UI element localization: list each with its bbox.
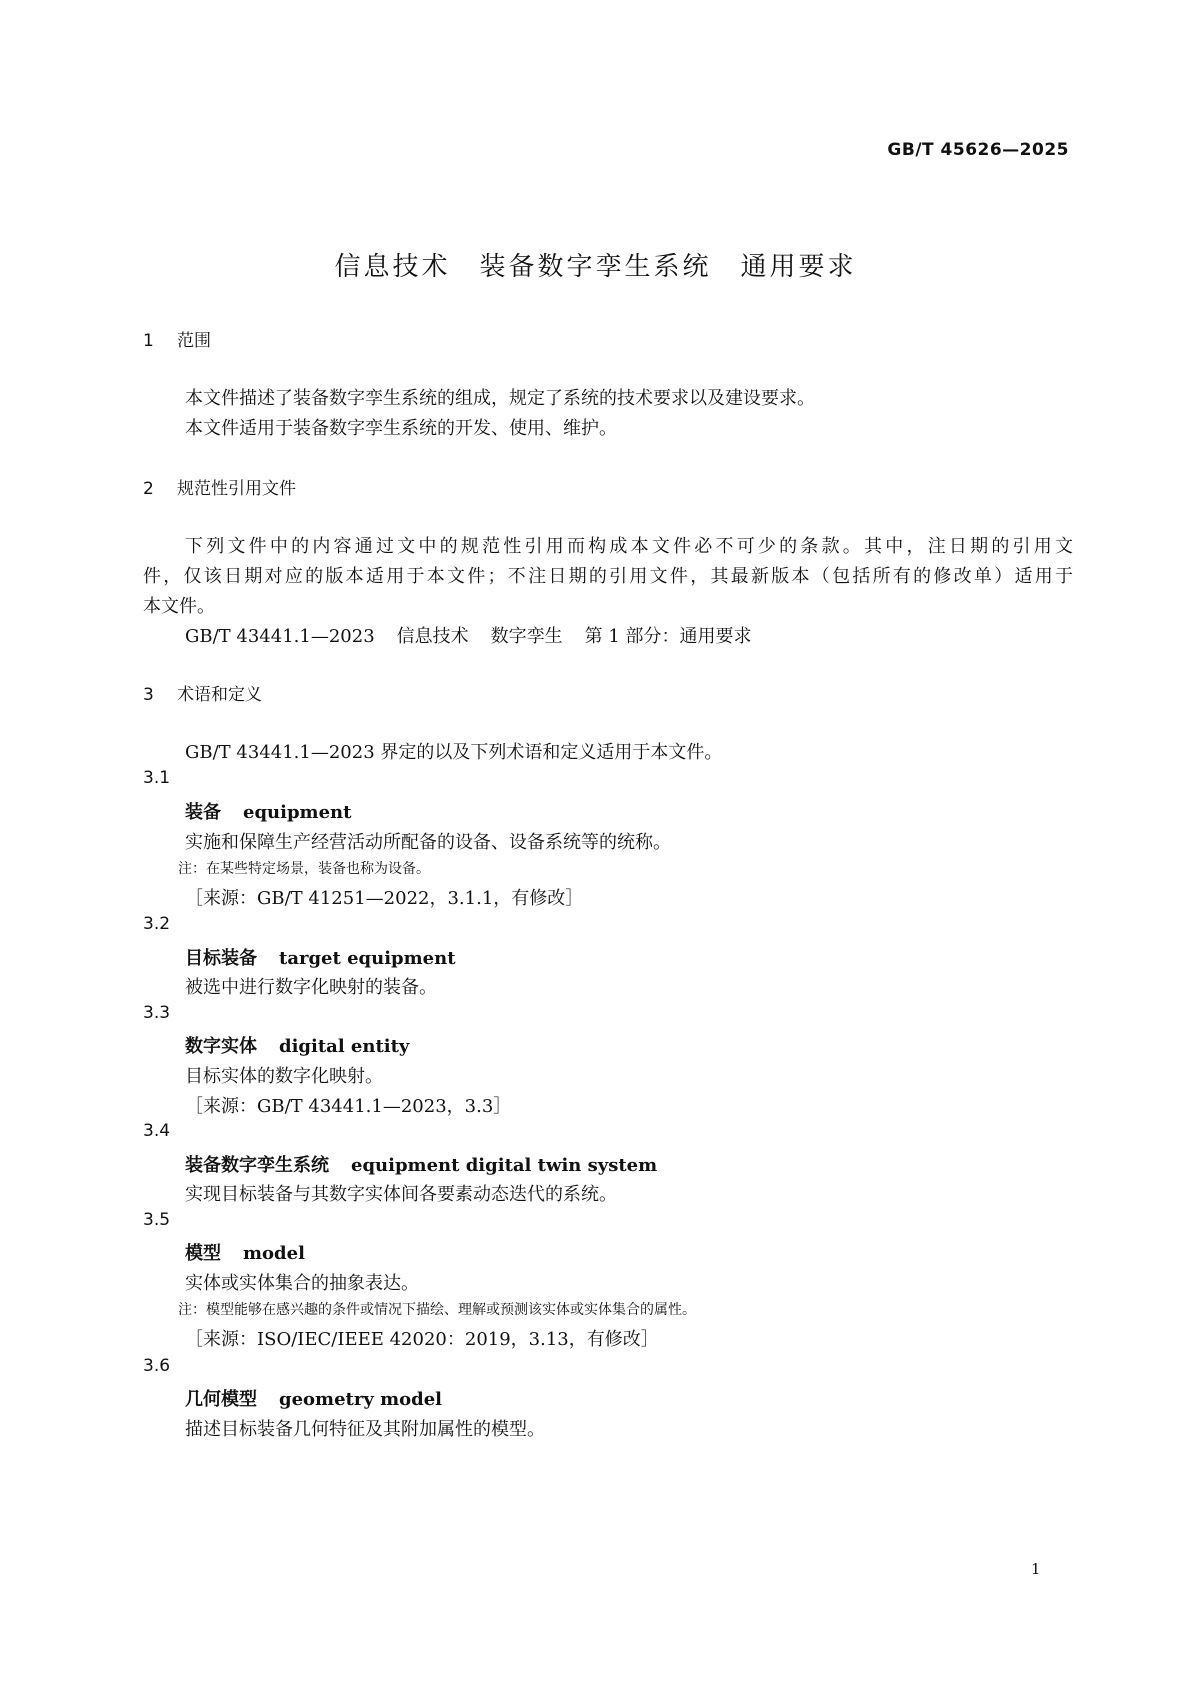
page-number: 1 (1031, 1560, 1041, 1578)
term-zh: 装备 (185, 802, 221, 823)
section-1-heading (143, 326, 211, 351)
term-definition: 实体或实体集合的抽象表达。 (185, 1273, 419, 1294)
term-heading (185, 1032, 409, 1058)
section-2-paragraph-line-2: 件，仅该日期对应的版本适用于本文件；不注日期的引用文件，其最新版本（包括所有的修改单）适用于 (143, 566, 1073, 587)
term-note: 注：模型能够在感兴趣的条件或情况下描绘、理解或预测该实体或实体集合的属性。 (178, 1302, 696, 1318)
term-number: 3.2 (143, 914, 171, 934)
term-heading (185, 1385, 442, 1411)
term-heading (185, 798, 351, 824)
section-title: 术语和定义 (177, 685, 262, 705)
section-1-paragraph-2: 本文件适用于装备数字孪生系统的开发、使用、维护。 (185, 418, 617, 439)
term-zh: 几何模型 (185, 1389, 257, 1410)
term-number: 3.5 (143, 1210, 171, 1230)
reference-code: GB/T 43441.1—2023 (185, 626, 375, 647)
term-definition: 描述目标装备几何特征及其附加属性的模型。 (185, 1419, 545, 1440)
normative-reference (185, 622, 752, 648)
term-number: 3.4 (143, 1121, 171, 1141)
term-source: ［来源：ISO/IEC/IEEE 42020：2019，3.13，有修改］ (185, 1329, 659, 1350)
term-zh: 模型 (185, 1243, 221, 1264)
term-heading (185, 1239, 305, 1265)
term-number: 3.6 (143, 1356, 171, 1376)
term-source: ［来源：GB/T 43441.1—2023，3.3］ (185, 1096, 512, 1117)
section-2-paragraph-line-3: 本文件。 (143, 596, 215, 617)
term-note: 注：在某些特定场景，装备也称为设备。 (178, 861, 430, 877)
section-number: 2 (143, 479, 154, 499)
term-definition: 实施和保障生产经营活动所配备的设备、设备系统等的统称。 (185, 832, 671, 853)
reference-title-part: 信息技术 (396, 626, 469, 647)
term-number: 3.1 (143, 768, 171, 788)
term-heading (185, 1151, 657, 1177)
section-2-heading (143, 474, 296, 499)
section-title: 范围 (177, 331, 211, 351)
term-zh: 数字实体 (185, 1036, 257, 1057)
term-definition: 实现目标装备与其数字实体间各要素动态迭代的系统。 (185, 1184, 617, 1205)
section-title: 规范性引用文件 (177, 479, 296, 499)
standard-code: GB/T 45626—2025 (887, 140, 1069, 160)
section-number: 1 (143, 331, 154, 351)
term-zh: 目标装备 (185, 948, 257, 969)
term-en: equipment (243, 802, 352, 823)
reference-title-part: 第 1 部分：通用要求 (584, 626, 752, 647)
section-1-paragraph-1: 本文件描述了装备数字孪生系统的组成，规定了系统的技术要求以及建设要求。 (185, 388, 815, 409)
reference-title-part: 数字孪生 (490, 626, 563, 647)
section-3-heading (143, 680, 262, 705)
term-definition: 目标实体的数字化映射。 (185, 1066, 383, 1087)
term-en: digital entity (279, 1036, 410, 1057)
term-heading (185, 944, 456, 970)
section-number: 3 (143, 685, 154, 705)
term-definition: 被选中进行数字化映射的装备。 (185, 977, 437, 998)
term-source: ［来源：GB/T 41251—2022，3.1.1，有修改］ (185, 888, 584, 909)
term-en: equipment digital twin system (351, 1155, 658, 1176)
document-title: 信息技术 装备数字孪生系统 通用要求 (334, 252, 857, 282)
term-zh: 装备数字孪生系统 (185, 1155, 329, 1176)
term-en: geometry model (279, 1389, 442, 1410)
term-en: model (243, 1243, 305, 1264)
section-2-paragraph-line-1: 下列文件中的内容通过文中的规范性引用而构成本文件必不可少的条款。其中，注日期的引用文 (185, 536, 1073, 557)
term-en: target equipment (279, 948, 456, 969)
section-3-intro: GB/T 43441.1—2023 界定的以及下列术语和定义适用于本文件。 (185, 742, 723, 763)
term-number: 3.3 (143, 1003, 171, 1023)
